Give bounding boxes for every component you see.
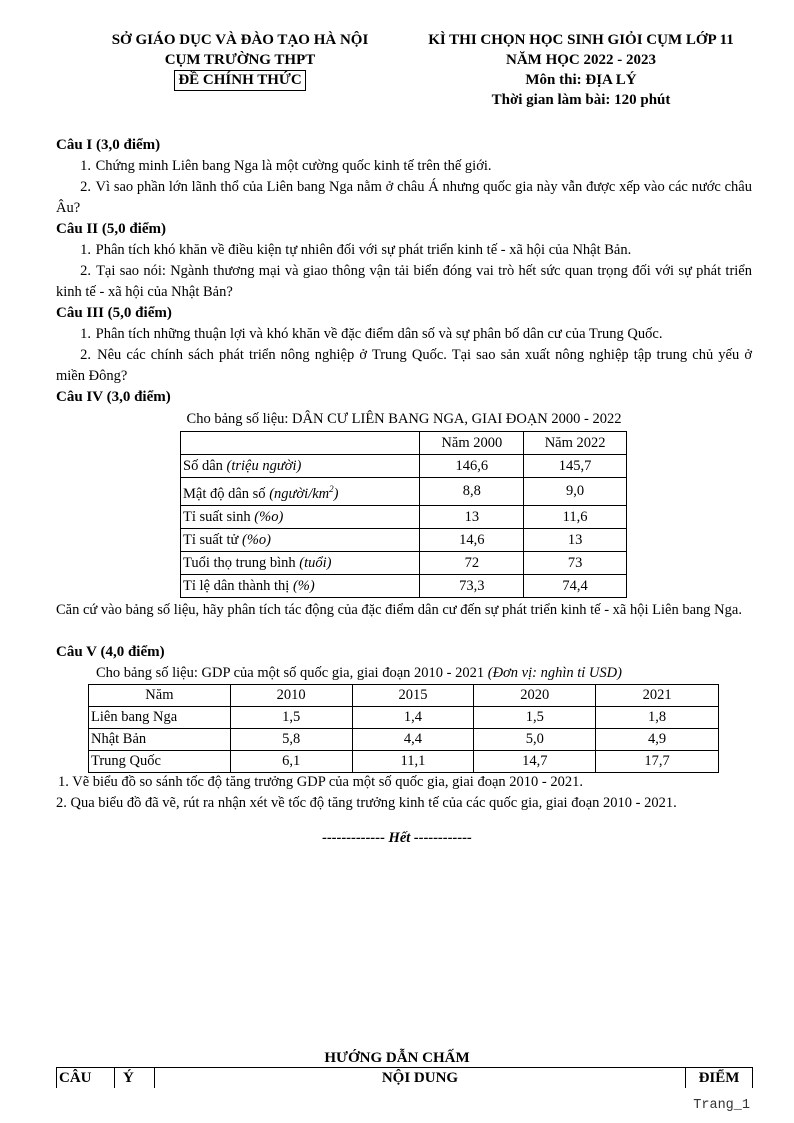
table-cell: 74,4 <box>524 574 627 597</box>
table-cell: 11,6 <box>524 505 627 528</box>
question-2-item-1-text: Phân tích khó khăn về điều kiện tự nhiên đối với sự phát triển kinh tế - xã hội của Nhật Bản. <box>95 242 632 258</box>
question-1-item-1: 1. Chứng minh Liên bang Nga là một cường quốc kinh tế trên thế giới. <box>80 158 492 174</box>
question-5-task-1: 1. Vẽ biểu đồ so sánh tốc độ tăng trưởng GDP của một số quốc gia, giai đoạn 2010 - 2021. <box>58 774 583 790</box>
table-row <box>181 455 627 478</box>
end-of-exam-mark: ------------- Hết ------------ <box>322 830 472 846</box>
table-cell: Năm 2000 <box>420 432 524 455</box>
table-cell: 146,6 <box>420 455 524 478</box>
table-cell <box>181 432 420 455</box>
question-2-item-2: 2. Tại sao nói: Ngành thương mại và giao thông vận tải biển đóng vai trò hết sức quan trọng đối với sự phát triển kinh tế - xã hội của Nhật Bản? <box>56 263 752 300</box>
table-row <box>89 707 719 729</box>
question-3-item-2: 2. Nêu các chính sách phát triển nông nghiệp ở Trung Quốc. Tại sao sản xuất nông nghiệp tập trung chủ yếu ở miền Đông? <box>56 347 752 384</box>
table-cell: 8,8 <box>420 478 524 506</box>
table-cell: Tuổi thọ trung bình (tuổi) <box>181 551 420 574</box>
table-row <box>181 574 627 597</box>
table-cell: 145,7 <box>524 455 627 478</box>
table-cell: 5,8 <box>230 729 352 751</box>
gdp-table <box>88 684 719 773</box>
table-cell: 1,5 <box>230 707 352 729</box>
table-cell: 14,6 <box>420 528 524 551</box>
table-cell: 4,9 <box>596 729 719 751</box>
table-cell: Số dân (triệu người) <box>181 455 420 478</box>
table-cell: 4,4 <box>352 729 474 751</box>
grading-guide-title: HƯỚNG DẪN CHẤM <box>324 1050 470 1066</box>
table-row <box>181 505 627 528</box>
table-row <box>181 478 627 506</box>
issuing-authority <box>60 30 420 91</box>
official-exam-stamp: ĐỀ CHÍNH THỨC <box>174 70 305 91</box>
table-cell: Nhật Bản <box>89 729 231 751</box>
table-cell: Năm 2022 <box>524 432 627 455</box>
table-cell: 13 <box>420 505 524 528</box>
question-4-title: Câu IV (3,0 điểm) <box>56 389 171 405</box>
question-2-title: Câu II (5,0 điểm) <box>56 221 167 237</box>
table-cell: 17,7 <box>596 751 719 773</box>
table-row <box>89 751 719 773</box>
question-3-title: Câu III (5,0 điểm) <box>56 305 172 321</box>
question-5-task-2: 2. Qua biểu đồ đã vẽ, rút ra nhận xét về tốc độ tăng trưởng kinh tế của các quốc gia, giai đoạn 2010 - 2021. <box>56 795 677 811</box>
question-2-item-1: 1. Phân tích khó khăn về điều kiện tự nhiên đối với sự phát triển kinh tế - xã hội của Nhật Bản. <box>80 242 632 258</box>
table-cell: Tỉ suất sinh (%o) <box>181 505 420 528</box>
table-cell: 9,0 <box>524 478 627 506</box>
time-allowed: Thời gian làm bài: 120 phút <box>491 92 671 108</box>
column-header-score: ĐIỂM <box>686 1068 753 1089</box>
gdp-table-caption <box>96 663 622 684</box>
school-year: NĂM HỌC 2022 - 2023 <box>506 52 656 68</box>
exam-info <box>400 30 762 110</box>
table-cell: 2010 <box>230 685 352 707</box>
table-cell: 5,0 <box>474 729 596 751</box>
table-cell: Tỉ lệ dân thành thị (%) <box>181 574 420 597</box>
table-cell: 11,1 <box>352 751 474 773</box>
exam-name: KÌ THI CHỌN HỌC SINH GIỎI CỤM LỚP 11 <box>428 32 734 48</box>
table-header-row <box>57 1068 753 1089</box>
table-cell: Trung Quốc <box>89 751 231 773</box>
table-cell: 14,7 <box>474 751 596 773</box>
question-1-item-2-text: Vì sao phần lớn lãnh thổ của Liên bang Nga nằm ở châu Á nhưng quốc gia này vẫn được xếp vào các nước châu Âu? <box>56 179 752 216</box>
table-cell: Năm <box>89 685 231 707</box>
table-cell: 2021 <box>596 685 719 707</box>
question-4-prompt: Căn cứ vào bảng số liệu, hãy phân tích tác động của đặc điểm dân cư đến sự phát triển kinh tế - xã hội Liên bang Nga. <box>56 602 742 618</box>
table-cell: Mật độ dân số $(người/km^2)$ <box>181 478 420 506</box>
table-header-row <box>89 685 719 707</box>
population-table-caption: Cho bảng số liệu: DÂN CƯ LIÊN BANG NGA, GIAI ĐOẠN 2000 - 2022 <box>186 411 622 427</box>
question-5-title: Câu V (4,0 điểm) <box>56 644 165 660</box>
subject: Môn thi: ĐỊA LÝ <box>525 72 637 88</box>
table-cell: 72 <box>420 551 524 574</box>
department-name: SỞ GIÁO DỤC VÀ ĐÀO TẠO HÀ NỘI <box>111 32 369 48</box>
gdp-table-caption-text: Cho bảng số liệu: GDP của một số quốc gia, giai đoạn 2010 - 2021 <box>96 665 488 681</box>
question-1-title: Câu I (3,0 điểm) <box>56 137 161 153</box>
table-cell: 73 <box>524 551 627 574</box>
question-3-item-2-text: Nêu các chính sách phát triển nông nghiệp ở Trung Quốc. Tại sao sản xuất nông nghiệp tập trung chủ yếu ở miền Đông? <box>56 347 752 384</box>
table-cell: 2015 <box>352 685 474 707</box>
table-cell: 1,4 <box>352 707 474 729</box>
population-table <box>180 431 627 598</box>
question-3-item-1-text: Phân tích những thuận lợi và khó khăn về đặc điểm dân số và sự phân bố dân cư của Trung Quốc. <box>95 326 663 342</box>
page-number: Trang_1 <box>693 1098 750 1113</box>
table-cell: 13 <box>524 528 627 551</box>
question-3-item-1: 1. Phân tích những thuận lợi và khó khăn về đặc điểm dân số và sự phân bố dân cư của Trung Quốc. <box>80 326 663 342</box>
grading-guide-table <box>56 1067 753 1088</box>
question-1-item-1-text: Chứng minh Liên bang Nga là một cường quốc kinh tế trên thế giới. <box>95 158 492 174</box>
table-row <box>89 729 719 751</box>
school-cluster: CỤM TRƯỜNG THPT <box>164 52 316 68</box>
gdp-table-unit: (Đơn vị: nghìn tỉ USD) <box>487 665 622 681</box>
question-1-item-2: 2. Vì sao phần lớn lãnh thổ của Liên bang Nga nằm ở châu Á nhưng quốc gia này vẫn được xếp vào các nước châu Âu? <box>56 179 752 216</box>
column-header-part: Ý <box>114 1068 154 1089</box>
table-row <box>181 551 627 574</box>
table-cell: 6,1 <box>230 751 352 773</box>
column-header-content: NỘI DUNG <box>154 1068 685 1089</box>
table-cell: Tỉ suất tử (%o) <box>181 528 420 551</box>
table-cell: 1,5 <box>474 707 596 729</box>
table-cell: 1,8 <box>596 707 719 729</box>
table-cell: Liên bang Nga <box>89 707 231 729</box>
table-row <box>181 528 627 551</box>
table-header-row <box>181 432 627 455</box>
column-header-question: CÂU <box>57 1068 115 1089</box>
table-cell: 2020 <box>474 685 596 707</box>
question-2-item-2-text: Tại sao nói: Ngành thương mại và giao thông vận tải biển đóng vai trò hết sức quan trọng đối với sự phát triển kinh tế - xã hội của Nhật Bản? <box>56 263 752 300</box>
table-cell: 73,3 <box>420 574 524 597</box>
